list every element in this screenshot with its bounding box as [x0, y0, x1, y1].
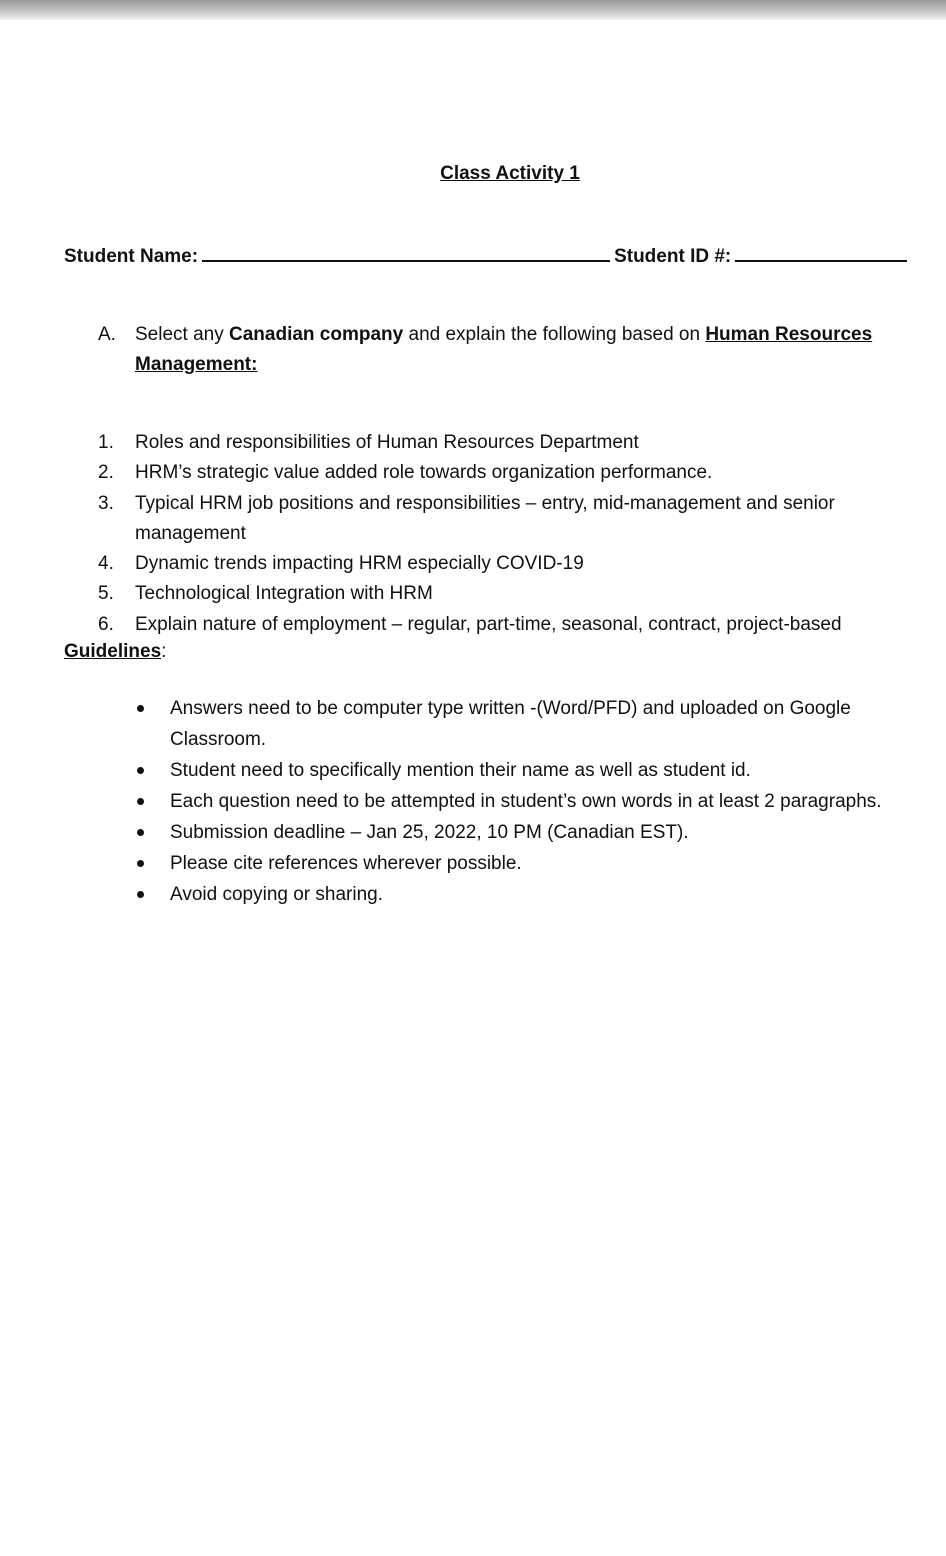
student-id-label: Student ID #: [614, 246, 732, 267]
section-a-instructions [135, 320, 888, 380]
list-item [134, 848, 934, 879]
top-edge-shadow [0, 0, 946, 20]
questions-list [98, 428, 888, 640]
list-item [134, 817, 934, 848]
question-text: Explain nature of employment – regular, part-time, seasonal, contract, project-based [135, 613, 842, 635]
list-item [98, 458, 888, 488]
student-name-label: Student Name: [64, 246, 199, 267]
question-number: 2. [98, 462, 114, 484]
section-a-hrm-heading: Human Resources Management: [135, 324, 873, 375]
bullet-icon [137, 767, 144, 774]
question-text: Technological Integration with HRM [135, 583, 433, 605]
question-text: Typical HRM job positions and responsibilities – entry, mid-management and senior management [135, 492, 835, 544]
guidelines-colon: : [161, 641, 167, 662]
list-item [134, 755, 934, 786]
list-item [98, 549, 888, 579]
question-text: HRM’s strategic value added role towards organization performance. [135, 462, 713, 484]
question-number: 4. [98, 553, 114, 575]
list-item [98, 610, 888, 640]
question-text: Roles and responsibilities of Human Resources Department [135, 432, 639, 453]
bullet-icon [137, 891, 144, 898]
student-name-blank [202, 242, 610, 262]
list-item [98, 428, 888, 458]
question-number: 1. [98, 432, 114, 453]
list-item [134, 879, 934, 910]
guideline-text: Please cite references wherever possible. [170, 853, 522, 874]
bullet-icon [137, 860, 144, 867]
section-a-text-before: Select any [135, 324, 229, 345]
list-item [98, 579, 888, 609]
question-number: 6. [98, 613, 114, 635]
section-a [98, 320, 888, 380]
bullet-icon [137, 829, 144, 836]
guideline-text: Student need to specifically mention their name as well as student id. [170, 760, 751, 781]
guideline-text: Avoid copying or sharing. [170, 884, 383, 905]
section-a-bold-phrase: Canadian company [229, 324, 404, 345]
bullet-icon [137, 705, 144, 712]
question-text: Dynamic trends impacting HRM especially COVID-19 [135, 553, 584, 575]
guideline-text: Answers need to be computer type written -(Word/PFD) and uploaded on Google Classroom. [170, 698, 851, 750]
section-a-text-middle: and explain the following based on [403, 324, 706, 345]
page-title: Class Activity 1 [440, 163, 580, 184]
guidelines-label: Guidelines [64, 641, 162, 662]
list-item [134, 786, 934, 817]
section-a-marker: A. [98, 324, 116, 345]
guidelines-heading [64, 641, 166, 663]
bullet-icon [137, 798, 144, 805]
document-page [0, 20, 946, 1556]
list-item [98, 489, 888, 550]
question-number: 5. [98, 583, 114, 605]
guideline-text: Each question need to be attempted in student’s own words in at least 2 paragraphs. [170, 791, 882, 812]
question-number: 3. [98, 492, 114, 514]
guidelines-list [134, 693, 934, 910]
guideline-text: Submission deadline – Jan 25, 2022, 10 PM (Canadian EST). [170, 822, 689, 843]
list-item [134, 693, 934, 755]
student-id-blank [735, 242, 907, 262]
student-info-row [64, 242, 910, 268]
